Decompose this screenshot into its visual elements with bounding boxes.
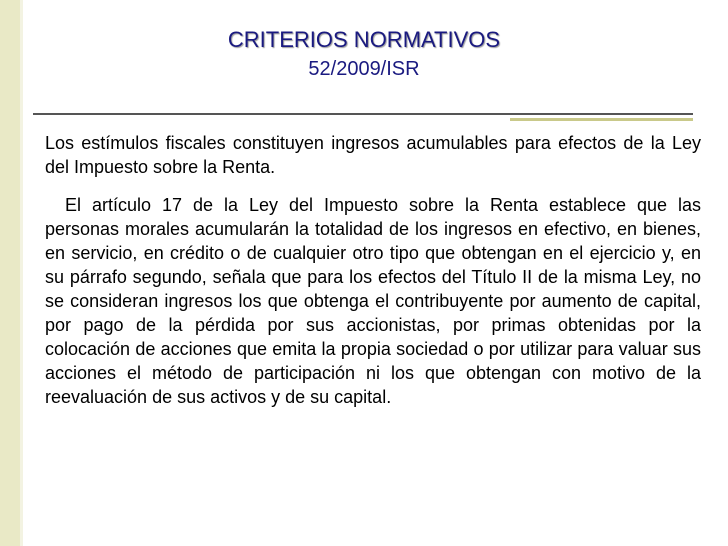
paragraph-summary: Los estímulos fiscales constituyen ingresos acumulables para efectos de la Ley del Impuesto sobre la Renta. (45, 133, 701, 177)
paragraph-detail: El artículo 17 de la Ley del Impuesto sobre la Renta establece que las personas morales acumularán la totalidad de los ingresos en efectivo, en bienes, en servicio, en crédito o de cualquier otro tipo que obtengan en el ejercicio y, en su párrafo segundo, señala que para los efectos del Título II de la misma Ley, no se consideran ingresos los que obtenga el contribuyente por aumento de capital, por pago de la pérdida por sus accionistas, por primas obtenidas por la colocación de acciones que emita la propia sociedad o por utilizar para valuar sus acciones el método de participación ni los que obtengan con motivo de la reevaluación de sus activos y de su capital. (45, 195, 701, 407)
divider-accent-line (510, 118, 693, 121)
divider-line (33, 113, 693, 115)
slide-body (45, 131, 701, 409)
slide-title: CRITERIOS NORMATIVOS (227, 27, 501, 52)
side-band-highlight (20, 0, 23, 546)
side-band-decoration (0, 0, 20, 546)
slide-subtitle: 52/2009/ISR (308, 58, 420, 80)
